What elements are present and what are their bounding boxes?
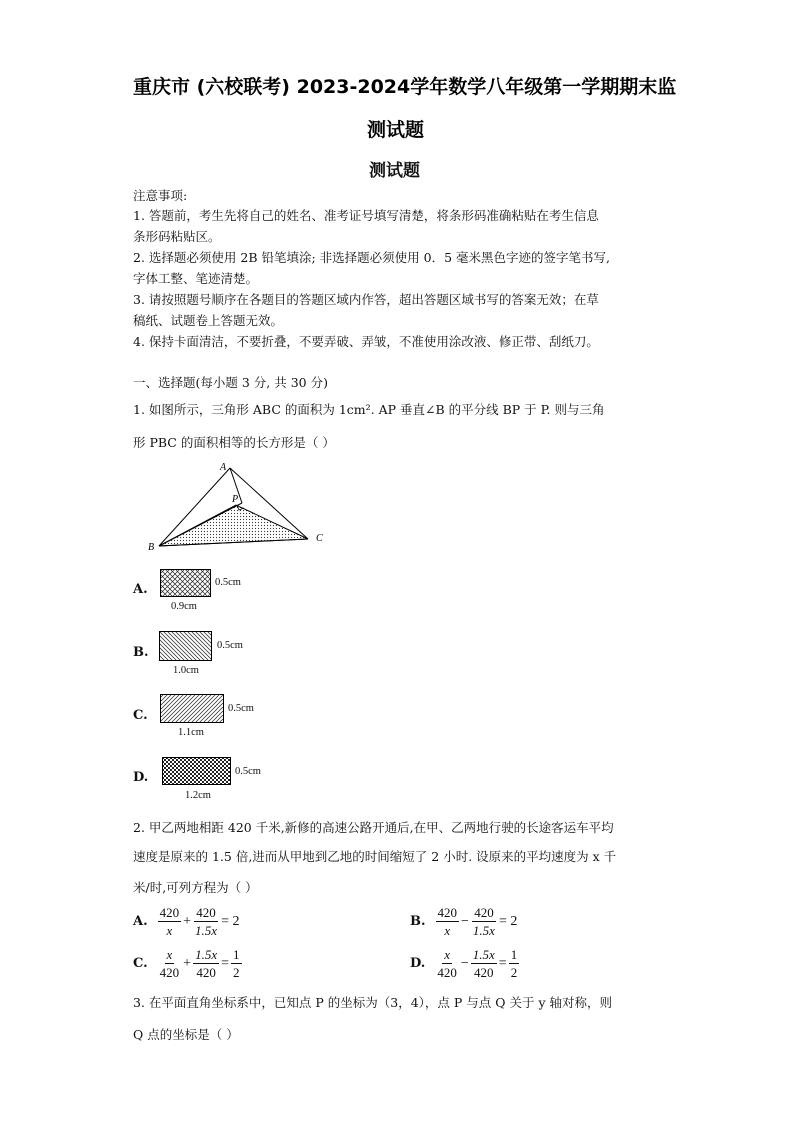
q2-option-a	[133, 904, 241, 939]
equation-rhs: = 2	[498, 913, 518, 929]
numerator: x	[444, 947, 450, 962]
option-c-rectangle	[160, 694, 225, 724]
denominator: 420	[159, 965, 180, 980]
note-line: 字体工整、笔迹清楚。	[133, 271, 259, 286]
fraction	[158, 904, 182, 939]
equals-sign: =	[221, 955, 229, 971]
numerator: 1	[510, 947, 518, 962]
fraction	[471, 946, 497, 981]
question-3-text: 3. 在平面直角坐标系中，已知点 P 的坐标为（3，4），点 P 与点 Q 关于 y 轴对称，则	[133, 995, 612, 1010]
operator: −	[461, 913, 469, 929]
option-d-rectangle	[162, 757, 232, 786]
numerator: 420	[474, 905, 494, 920]
numerator: 420	[196, 905, 216, 920]
numerator: 1	[233, 947, 240, 962]
label-c: C	[316, 533, 323, 544]
operator: −	[460, 955, 469, 971]
denominator: 2	[233, 965, 240, 980]
q2-option-d-label: D.	[410, 956, 426, 971]
fraction	[471, 904, 497, 939]
question-2-text: 2. 甲乙两地相距 420 千米,新修的高速公路开通后,在甲、乙两地行驶的长途客运车平均	[133, 820, 614, 835]
denominator: 420	[437, 965, 457, 980]
equation-rhs: = 2	[221, 913, 240, 929]
denominator: 420	[196, 965, 216, 980]
option-c-height: 0.5cm	[228, 703, 254, 714]
fraction	[231, 946, 242, 981]
question-2-text-cont: 米/时,可列方程为（ ）	[133, 880, 258, 895]
option-b-height: 0.5cm	[217, 640, 243, 651]
question-2-text-cont: 速度是原来的 1.5 倍,进而从甲地到乙地的时间缩短了 2 小时. 设原来的平均速度为 x 千	[133, 849, 617, 864]
fraction	[509, 946, 520, 981]
triangle-figure	[140, 458, 340, 558]
denominator: x	[444, 923, 451, 938]
operator: +	[183, 913, 192, 929]
q2-option-b-label: B.	[410, 914, 426, 929]
section-heading: 一、选择题(每小题 3 分, 共 30 分)	[133, 375, 328, 390]
page-title-continued: 测试题	[367, 119, 425, 141]
denominator: 1.5x	[472, 923, 495, 938]
note-line: 2. 选择题必须使用 2B 铅笔填涂; 非选择题必须使用 0．5 毫米黑色字迹的签字笔书写,	[133, 250, 610, 265]
q2-option-c	[133, 946, 242, 981]
equals-sign: =	[498, 955, 507, 971]
note-line: 1. 答题前，考生先将自己的姓名、准考证号填写清楚，将条形码准确粘贴在考生信息	[133, 208, 599, 223]
q2-option-b	[410, 904, 519, 939]
label-p: P	[232, 494, 239, 505]
option-b-width: 1.0cm	[173, 665, 199, 676]
numerator: 420	[159, 905, 180, 920]
option-d-width: 1.2cm	[185, 790, 211, 801]
fraction	[158, 946, 182, 981]
denominator: 1.5x	[195, 923, 218, 938]
numerator: 1.5x	[472, 947, 495, 962]
option-c-label: C.	[133, 708, 148, 723]
option-d-label: D.	[133, 770, 149, 785]
label-b: B	[148, 542, 155, 553]
q2-option-d	[410, 946, 519, 981]
numerator: 420	[437, 905, 458, 920]
label-a: A	[220, 462, 227, 473]
option-a-rectangle	[160, 569, 212, 598]
denominator: 2	[510, 965, 518, 980]
note-line: 条形码粘贴区。	[133, 229, 221, 244]
option-c-width: 1.1cm	[178, 727, 204, 738]
fraction	[193, 946, 219, 981]
option-b-rectangle	[159, 631, 213, 662]
fraction	[435, 946, 459, 981]
page-title: 重庆市 (六校联考) 2023-2024学年数学八年级第一学期期末监	[133, 76, 677, 98]
fraction	[193, 904, 219, 939]
q2-option-c-label: C.	[133, 956, 148, 971]
fraction	[436, 904, 460, 939]
option-b-label: B.	[133, 645, 149, 660]
note-line: 4. 保持卡面清洁，不要折叠，不要弄破、弄皱，不准使用涂改液、修正带、刮纸刀。	[133, 334, 599, 349]
numerator: x	[166, 947, 173, 962]
option-a-label: A.	[133, 582, 148, 597]
numerator: 1.5x	[195, 947, 218, 962]
denominator: 420	[474, 965, 494, 980]
option-a-height: 0.5cm	[215, 577, 241, 588]
denominator: x	[166, 923, 173, 938]
notes-heading: 注意事项:	[133, 188, 188, 203]
operator: +	[183, 955, 192, 971]
note-line: 3. 请按照题号顺序在各题目的答题区域内作答，超出答题区域书写的答案无效；在草	[133, 292, 599, 307]
question-3-text-cont: Q 点的坐标是（ ）	[133, 1027, 239, 1042]
question-1-text: 1. 如图所示，三角形 ABC 的面积为 1cm². AP 垂直∠B 的平分线 BP 于 P. 则与三角	[133, 402, 605, 417]
note-line: 稿纸、试题卷上答题无效。	[133, 313, 284, 328]
question-1-text-cont: 形 PBC 的面积相等的长方形是（ ）	[133, 435, 335, 450]
page-subtitle: 测试题	[369, 161, 420, 181]
q2-option-a-label: A.	[133, 914, 148, 929]
option-a-width: 0.9cm	[171, 601, 197, 612]
option-d-height: 0.5cm	[235, 766, 261, 777]
